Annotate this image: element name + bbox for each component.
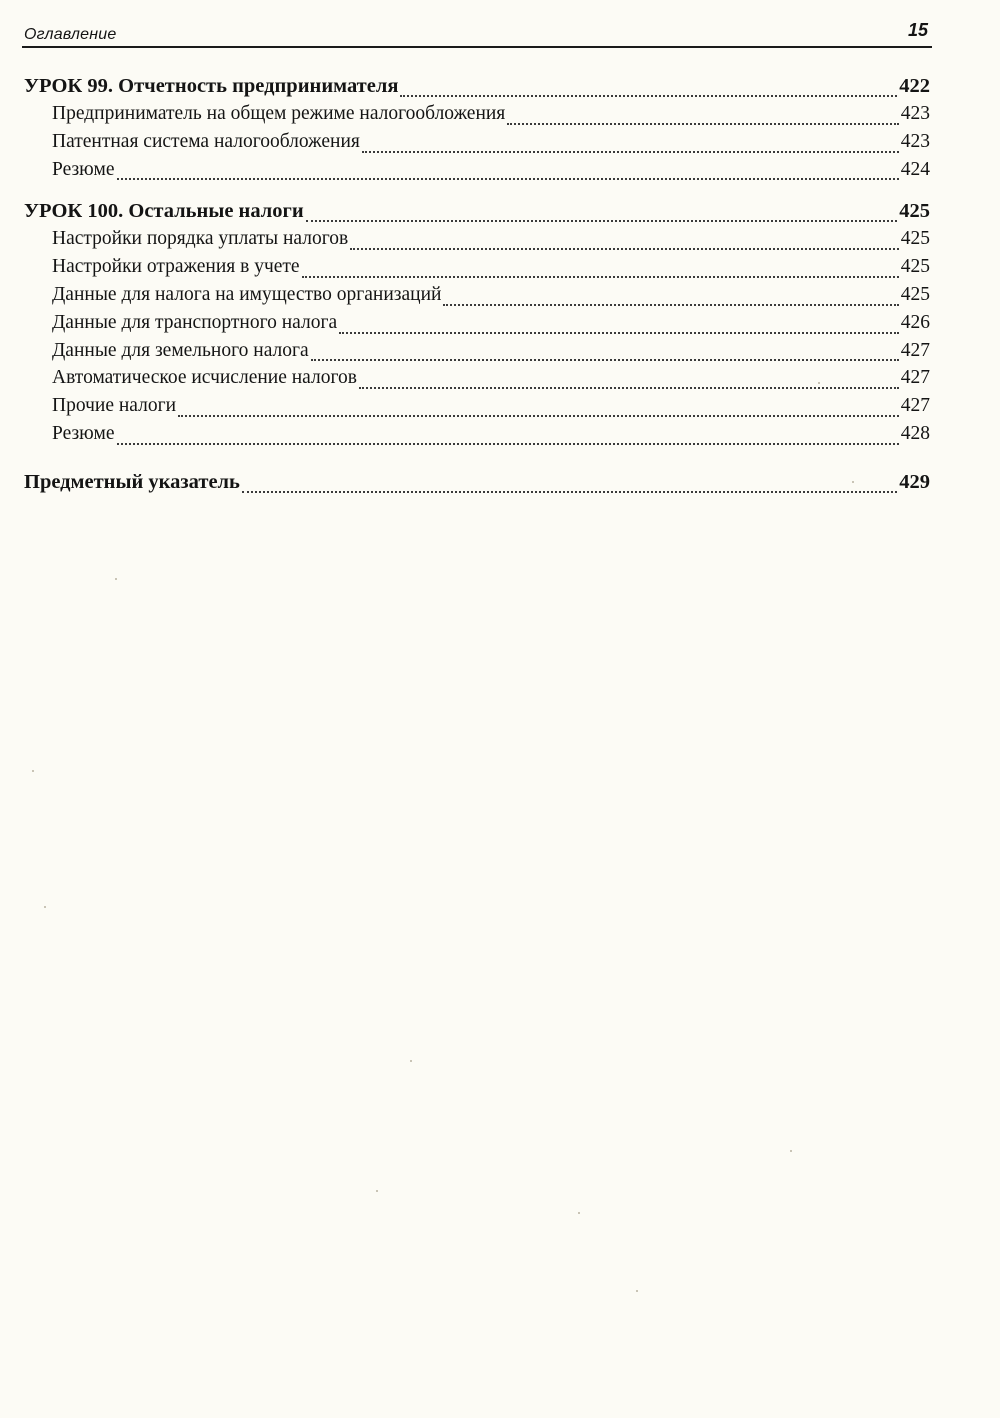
scan-speck [115,578,117,580]
subentry-page-number: 426 [900,311,930,333]
chapter-title: УРОК 100. Остальные налоги [24,200,304,223]
subentry-label: Патентная система налогообложения [52,130,360,152]
chapter-page-number: 425 [899,200,930,223]
toc-subentry[interactable] [24,392,930,420]
dot-leader [302,276,899,278]
toc-subentry[interactable] [24,364,930,392]
dot-leader [362,151,899,153]
table-of-contents [24,72,930,510]
toc-subentry[interactable] [24,128,930,156]
toc-chapter-entry[interactable] [24,72,930,100]
subentry-page-number: 423 [900,130,930,152]
toc-subentry[interactable] [24,225,930,253]
subentry-page-number: 425 [900,283,930,305]
subentry-label: Резюме [52,422,115,444]
scan-speck [636,1290,638,1292]
subentry-label: Данные для налога на имущество организаций [52,283,442,305]
chapter-title: УРОК 99. Отчетность предпринимателя [24,75,399,97]
dot-leader [400,95,897,97]
subentry-page-number: 424 [900,158,930,180]
dot-leader [117,443,899,445]
subentry-page-number: 425 [900,228,930,250]
dot-leader [443,304,898,306]
running-header [22,18,932,48]
header-title: Оглавление [24,26,117,43]
toc-subentry[interactable] [24,281,930,309]
dot-leader [311,359,899,361]
toc-index-entry[interactable] [24,468,930,496]
scan-speck [44,906,46,908]
header-page-number: 15 [907,20,928,40]
dot-leader [507,123,898,125]
toc-subentry[interactable] [24,309,930,337]
dot-leader [117,178,899,180]
dot-leader [306,220,898,222]
toc-section-lesson-99 [24,72,930,183]
index-title: Предметный указатель [24,470,240,493]
dot-leader [350,248,899,250]
toc-subentry[interactable] [24,337,930,365]
subentry-label: Прочие налоги [52,395,177,417]
toc-subentry[interactable] [24,156,930,184]
toc-subentry[interactable] [24,420,930,448]
toc-chapter-entry[interactable] [24,197,930,225]
scan-speck [410,1060,412,1062]
dot-leader [359,387,899,389]
subentry-page-number: 427 [900,339,930,361]
subentry-page-number: 427 [900,367,930,389]
dot-leader [242,491,897,493]
scan-speck [790,1150,792,1152]
subentry-label: Предприниматель на общем режиме налогообложения [52,103,506,124]
chapter-page-number: 422 [899,75,930,97]
scan-speck [818,382,820,384]
index-page-number: 429 [899,470,930,493]
toc-subentry[interactable] [24,100,930,128]
subentry-label: Настройки отражения в учете [52,256,300,278]
scan-speck [376,1190,378,1192]
subentry-label: Данные для земельного налога [52,339,309,361]
subentry-label: Данные для транспортного налога [52,311,338,333]
toc-section-lesson-100 [24,197,930,447]
subentry-label: Резюме [52,158,115,180]
subentry-page-number: 427 [900,395,930,417]
scan-speck [852,481,854,483]
dot-leader [339,332,899,334]
subentry-label: Автоматическое исчисление налогов [52,367,357,389]
toc-subentry[interactable] [24,253,930,281]
toc-section-index [24,468,930,496]
subentry-label: Настройки порядка уплаты налогов [52,228,349,250]
scan-speck [578,1212,580,1214]
subentry-page-number: 423 [900,103,930,124]
subentry-page-number: 425 [900,256,930,278]
subentry-page-number: 428 [900,422,930,444]
dot-leader [178,415,899,417]
scan-speck [32,770,34,772]
